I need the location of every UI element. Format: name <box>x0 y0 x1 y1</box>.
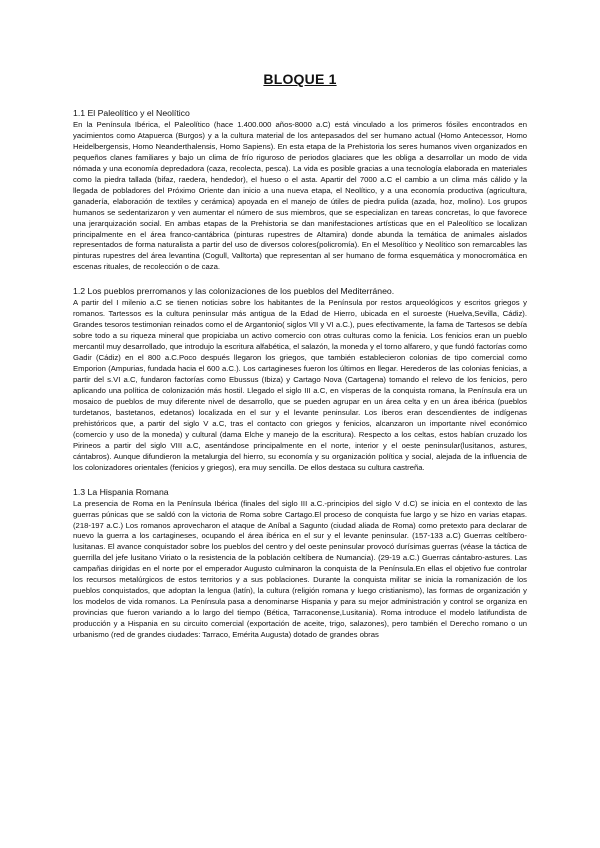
page-title: BLOQUE 1 <box>263 71 337 87</box>
section-heading: 1.2 Los pueblos prerromanos y las colonizaciones de los pueblos del Mediterráneo. <box>73 286 395 297</box>
section-heading: 1.1 El Paleolítico y el Neolítico <box>73 108 190 118</box>
section-paleolitico <box>73 108 527 273</box>
section-hispania-romana <box>73 487 527 641</box>
section-pueblos-prerromanos <box>73 286 527 473</box>
section-paragraph: En la Península Ibérica, el Paleolítico (hace 1.400.000 años-8000 a.C) está vinculado a los primeros fósiles encontrados en yacimientos como Atapuerca (Burgos) y a la cultura material de los antepasados del ser humano actual (Homo Antecessor, Homo Heidelbergensis, Homo Neanderthalensis, Homo Sapiens). En esta etapa de la Prehistoria los seres humanos viven organizados en pequeños clanes familiares y bajo un clima de frío riguroso de periodos glaciares que les obliga a desarrollar un modo de vida nómada y una economía depredadora (caza, recolecta, pesca). La vida es posible gracias a una tecnología elaborada en materiales como la piedra tallada (bifaz, raedera, hendedor), el hueso o el asta. Apartir del 7000 a.C el cambio a un clima más cálido y la llegada de pobladores del Próximo Oriente dan inicio a una nueva etapa, el Neolítico, y a una economía productiva (agricultura, ganadería, elaboración de textiles y cerámica) apoyada en el manejo de útiles de piedra pulida (azada, hoz, molino). Los grupos humanos se sedentarizaron y ven aumentar el número de sus miembros, que se especializan en tareas concretas, lo que favorece una jerarquización social. En ambas etapas de la Prehistoria se dan manifestaciones artísticas que en el Paleolítico se localizan principalmente en el área franco-cantábrica (pinturas rupestres de Altamira) donde abunda la temática de animales aislados representados de forma naturalista a partir del uso de diversos colores(policromía). En el Mesolítico y Neolítico son remarcables las pinturas rupestres del área levantina (Cogull, Valltorta) que representan al ser humano de forma esquemática y monocromática en escenas rituales, de recolección o de caza. <box>73 120 527 272</box>
section-paragraph: La presencia de Roma en la Península Ibérica (finales del siglo III a.C.-principios del siglo V d.C) se inicia en el contexto de las guerras púnicas que se saldó con la victoria de Roma sobre Cartago.El proceso de conquista fue largo y se hizo en varias etapas. (218-197 a.C.) Los romanos aprovecharon el ataque de Aníbal a Sagunto (ciudad aliada de Roma) como pretexto para declarar de nuevo la guerra a los cartagineses, ocupando el área ibérica en el sur y el levante peninsular. (157-133 a.C) Guerras celtíbero-lusitanas. El avance conquistador sobre los pueblos del centro y del oeste peninsular provocó durísimas guerras (véase la táctica de guerrilla del jefe lusitano Viriato o la resistencia de la población celtíbera de Numancia). (29-19 a.C.) Guerras cántabro-astures. Las campañas dirigidas en el norte por el emperador Augusto culminaron la conquista de la Península.En ellas el objetivo fue controlar los recursos metalúrgicos de estos territorios y a sus poblaciones. Durante la conquista militar se inicia la romanización de los pueblos conquistados, que adoptan la lengua (latín), la cultura (religión romana y luego cristianismo), las formas de organización y los modelos de vida romanos. La Península pasa a denominarse Hispania y para su mejor administración y control se organiza en provincias que fueron variando a lo largo del tiempo (Bética, Tarraconense,Lusitania). Roma introduce el modelo latifundista de producción y a Hispania en su circuito comercial (exportación de aceite, trigo, salazones), pero también el Derecho romano o un urbanismo (red de grandes ciudades: Tarraco, Emérita Augusta) dotado de grandes obras <box>73 498 527 640</box>
section-paragraph: A partir del I milenio a.C se tienen noticias sobre los habitantes de la Península por restos arqueológicos y escritos griegos y romanos. Tartessos es la cultura peninsular más antigua de la Edad de Hierro, ubicada en el suroeste (Huelva,Sevilla, Cádiz). Grandes tesoros testimonian reinados como el de Argantonio( siglos VII y VI a.C.), pues efectivamente, la fama de Tartesos se debía sobre todo a su riqueza mineral que propiciaba un activo comercio con otras culturas como la fenicia. Los fenicios eran un pueblo mercantil muy desarrollado, que introdujo la escritura alfabética, el salazón, la moneda y el torno alfarero, y que fundó factorías como Gadir (Cádiz) en el 800 a.C.Poco después llegaron los griegos, que también establecieron colonias de tipo comercial como Emporion (Ampurias, fundada hacia el 600 a.C.). Los cartagineses fueron los últimos en llegar. Herederos de las colonias fenicias, a partir del s.VI a.C, fundaron factorías como Ebussus (Ibiza) y Cartago Nova (Cartagena) tomando el relevo de los fenicios, pero aplicando una política de colonización más hostil. Llegado el siglo III a.C, en vísperas de la conquista romana, la Península era un mosaico de pueblos de muy diferente nivel de desarrollo, que se pueden agrupar en un área celta y en un área ibérica (pueblos turdetanos, bastetanos, edetanos) localizada en el sur y el levante peninsular. Los íberos eran descendientes de indígenas prehistóricos que, a partir del siglo V a.C, tras el contacto con griegos y fenicios, alcanzaron un importante nivel económico (comercio y uso de la moneda) y cultural (dama Elche y manejo de la escritura). Respecto a los celtas, estos habían cruzado los Pirineos a partir del siglo VIII a.C, asentándose principalmente en el norte, interior y el oeste peninsular(lusitanos, astures, cántabros). Aunque difundieron la metalurgia del hierro, su economía y su organización política y social, alejada de la influencia de los colonizadores orientales (fenicios y griegos), era muy sencilla. De ellos destaca su cultura castreña. <box>73 298 527 472</box>
section-heading: 1.3 La Hispania Romana <box>73 486 169 497</box>
document-body <box>73 108 527 654</box>
